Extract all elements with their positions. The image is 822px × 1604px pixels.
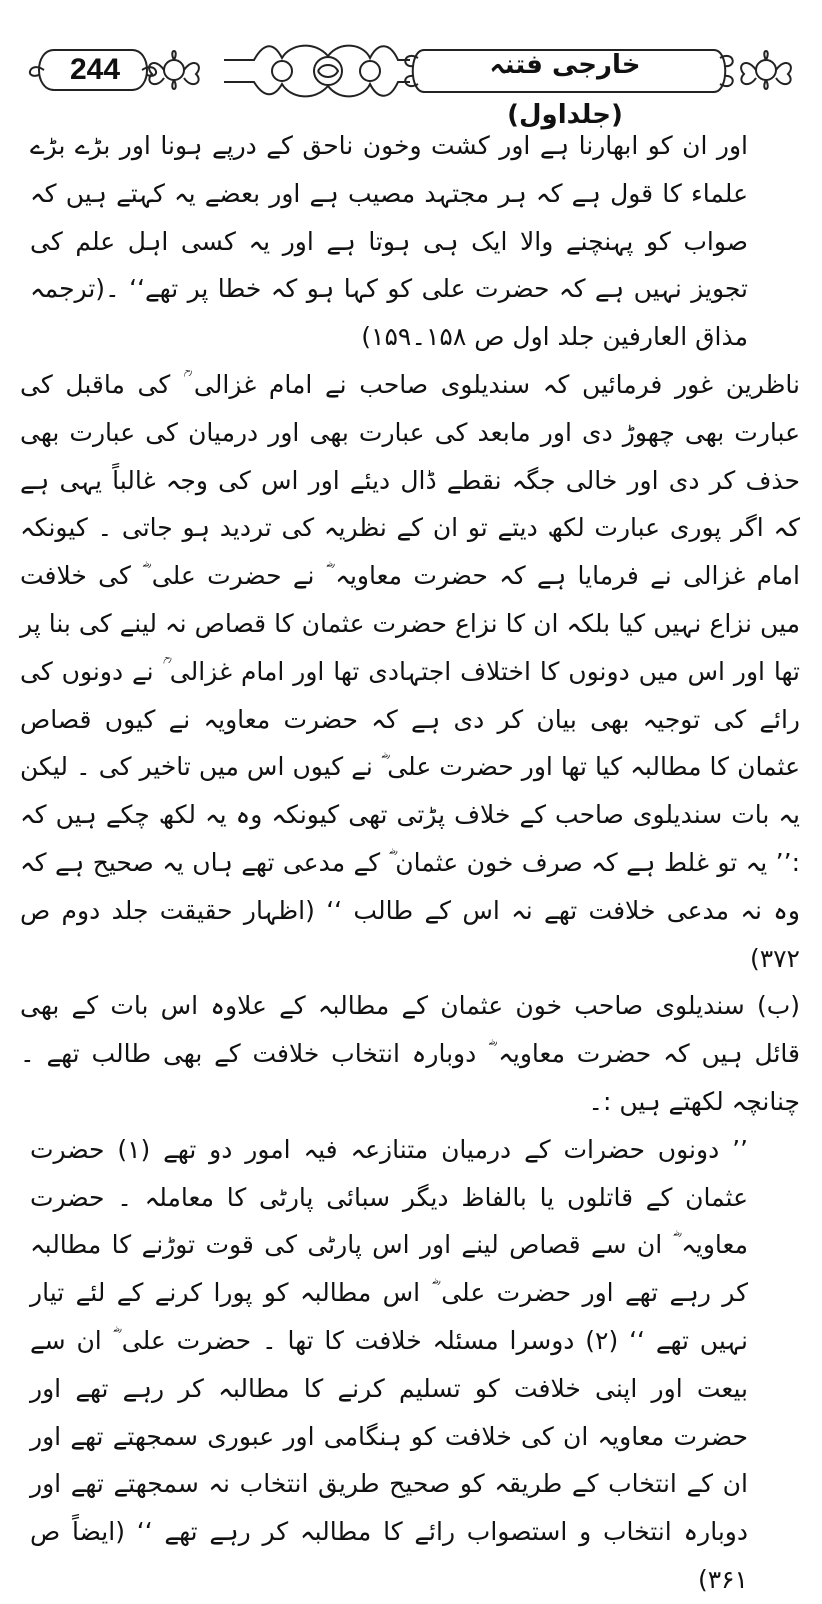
page-header (14, 30, 814, 130)
quote-paragraph: ’’ دونوں حضرات کے درمیان متنازعہ فیہ امور دو تھے (۱) حضرت عثمان کے قاتلوں یا بالفاظ دیگر سبائی پارٹی کا معاملہ ۔ حضرت معاویہ ؓ ان سے قصاص لینے اور اس پارٹی کی قوت توڑنے کا مطالبہ کر رہے تھے اور حضرت علی ؓ اس مطالبہ کو پورا کرنے کے لئے تیار نہیں تھے ‘‘ (۲) دوسرا مسئلہ خلافت کا تھا ۔ حضرت علی ؓ ان سے بیعت اور اپنی خلافت کو تسلیم کرنے کا مطالبہ کر رہے تھے اور حضرت معاویہ ان کی خلافت کو ہنگامی اور عبوری سمجھتے تھے اور ان کے انتخاب کے طریقہ کو صحیح طریق انتخاب نہ سمجھتے تھے اور دوبارہ انتخاب و استصواب رائے کا مطالبہ کر رہے تھے ‘‘ (ایضاً ص ۳۶۱) (30, 1134, 748, 1594)
body-paragraph: (ب) سندیلوی صاحب خون عثمان کے مطالبہ کے علاوہ اس بات کے بھی قائل ہیں کہ حضرت معاویہ ؓ دوبارہ انتخاب خلافت کے بھی طالب تھے ۔ چنانچہ لکھتے ہیں :۔ (20, 991, 800, 1116)
header-ornament-icon (14, 30, 814, 130)
book-title: خارجی فتنہ (جلداول) (489, 50, 641, 130)
quote-paragraph: اور ان کو ابھارنا ہے اور کشت وخون ناحق کے درپے ہونا اور بڑے بڑے علماء کا قول ہے کہ ہر مجتہد مصیب ہے اور بعضے یہ کہتے ہیں کہ صواب کو پہنچنے والا ایک ہی ہوتا ہے اور یہ کسی اہل علم کی تجویز نہیں ہے کہ حضرت علی کو کہا ہو کہ خطا پر تھے‘‘ ۔(ترجمہ مذاق العارفین جلد اول ص ۱۵۸۔۱۵۹) (30, 131, 748, 352)
body-paragraph: ناظرین غور فرمائیں کہ سندیلوی صاحب نے امام غزالی ؒ کی ماقبل کی عبارت بھی چھوڑ دی اور مابعد کی عبارت بھی اور درمیان کی عبارت بھی حذف کر دی اور خالی جگہ نقطے ڈال دیئے اور اس کی وجہ غالباً یہی ہے کہ اگر پوری عبارت لکھ دیتے تو ان کے نظریہ کی تردید ہو جاتی ۔ کیونکہ امام غزالی نے فرمایا ہے کہ حضرت معاویہ ؓ نے حضرت علی ؓ کی خلافت میں نزاع نہیں کیا بلکہ ان کا نزاع حضرت عثمان کا قصاص نہ لینے کی بنا پر تھا اور اس میں دونوں کا اختلاف اجتہادی تھا اور امام غزالی ؒ نے دونوں کی رائے کی توجیہ بھی بیان کر دی ہے کہ حضرت معاویہ نے کیوں قصاص عثمان کا مطالبہ کیا تھا اور حضرت علی ؓ نے کیوں اس میں تاخیر کی ۔ لیکن یہ بات سندیلوی صاحب کے خلاف پڑتی تھی کیونکہ وہ یہ لکھ چکے ہیں کہ :’’ یہ تو غلط ہے کہ صرف خون عثمان ؓ کے مدعی تھے ہاں یہ صحیح ہے کہ وہ نہ مدعی خلافت تھے نہ اس کے طالب ‘‘ (اظہار حقیقت جلد دوم ص ۳۷۲) (20, 369, 800, 973)
page-body (20, 122, 800, 1604)
page-number: 244 (69, 53, 121, 86)
